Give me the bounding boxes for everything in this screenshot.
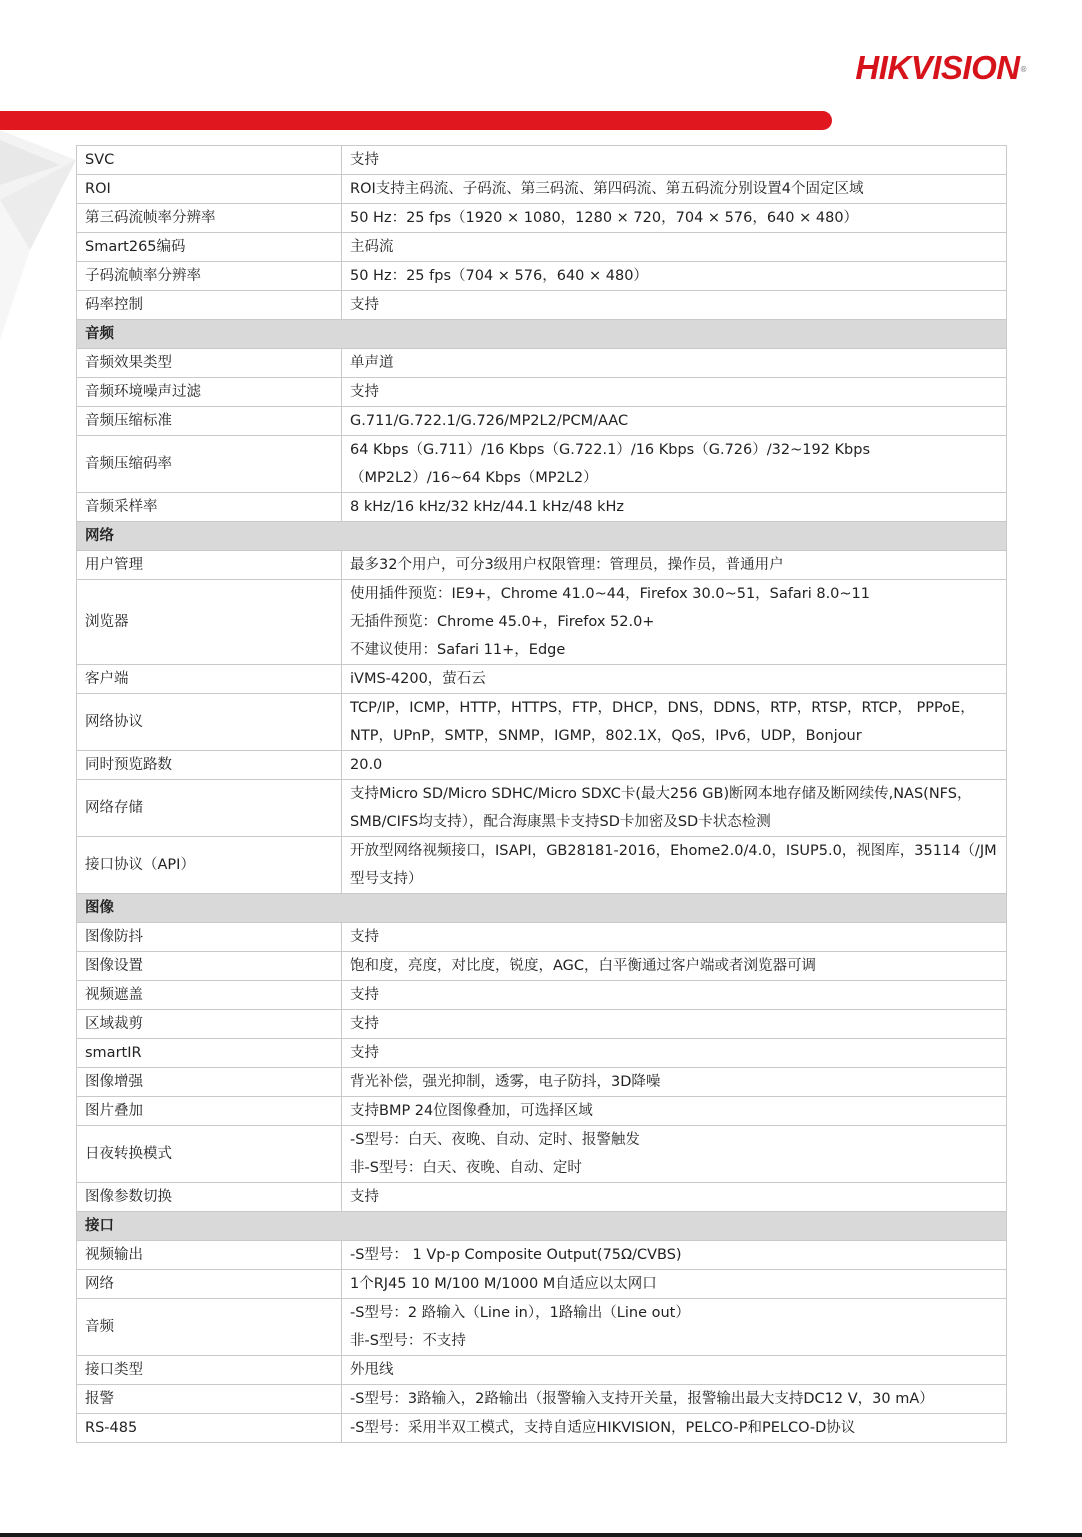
spec-value-line: -S型号：采用半双工模式，支持自适应HIKVISION，PELCO-P和PELCO-D协议 <box>350 1420 856 1436</box>
spec-row <box>77 1270 1007 1299</box>
spec-value <box>342 1010 1007 1039</box>
section-header <box>77 522 1007 551</box>
spec-row <box>77 1097 1007 1126</box>
spec-key: 码率控制 <box>77 291 342 320</box>
spec-value <box>342 262 1007 291</box>
spec-value <box>342 1299 1007 1356</box>
spec-value-line: 支持 <box>350 152 379 168</box>
spec-value <box>342 291 1007 320</box>
spec-value-line: 主码流 <box>350 239 394 255</box>
spec-value-line: 背光补偿，强光抑制，透雾，电子防抖，3D降噪 <box>350 1074 661 1090</box>
spec-value-line: 64 Kbps（G.711）/16 Kbps（G.722.1）/16 Kbps（G.726）/32~192 Kbps（MP2L2）/16~64 Kbps（MP2L2） <box>350 442 871 486</box>
spec-key: 图像增强 <box>77 1068 342 1097</box>
spec-key: 音频采样率 <box>77 493 342 522</box>
spec-row <box>77 349 1007 378</box>
section-header <box>77 1212 1007 1241</box>
spec-key: 接口类型 <box>77 1356 342 1385</box>
spec-value <box>342 1385 1007 1414</box>
spec-value <box>342 146 1007 175</box>
spec-row <box>77 1183 1007 1212</box>
spec-key: 报警 <box>77 1385 342 1414</box>
spec-value <box>342 175 1007 204</box>
spec-value-line: -S型号： 1 Vp-p Composite Output(75Ω/CVBS) <box>350 1247 682 1263</box>
spec-row <box>77 837 1007 894</box>
spec-value <box>342 665 1007 694</box>
spec-value-line: 非-S型号：不支持 <box>350 1333 466 1349</box>
spec-row <box>77 175 1007 204</box>
spec-row <box>77 493 1007 522</box>
spec-value-line: 20.0 <box>350 757 383 773</box>
spec-value-line: 支持 <box>350 929 379 945</box>
spec-row <box>77 436 1007 493</box>
spec-key: 第三码流帧率分辨率 <box>77 204 342 233</box>
spec-value-line: 支持 <box>350 1045 379 1061</box>
spec-value <box>342 1356 1007 1385</box>
spec-value-line: 外甩线 <box>350 1362 394 1378</box>
spec-key: 视频遮盖 <box>77 981 342 1010</box>
spec-key: Smart265编码 <box>77 233 342 262</box>
spec-key: 同时预览路数 <box>77 751 342 780</box>
spec-value <box>342 1039 1007 1068</box>
spec-key: 视频输出 <box>77 1241 342 1270</box>
spec-row <box>77 233 1007 262</box>
spec-value-line: iVMS-4200，萤石云 <box>350 671 486 687</box>
spec-key: 图像防抖 <box>77 923 342 952</box>
spec-row <box>77 665 1007 694</box>
hikvision-logo: HIKVISION® <box>855 49 1026 86</box>
spec-value <box>342 694 1007 751</box>
spec-row <box>77 1356 1007 1385</box>
spec-value <box>342 580 1007 665</box>
spec-value-line: 1个RJ45 10 M/100 M/1000 M自适应以太网口 <box>350 1276 657 1292</box>
spec-value-line: 无插件预览：Chrome 45.0+，Firefox 52.0+ <box>350 614 655 630</box>
spec-value-line: -S型号：白天、夜晚、自动、定时、报警触发 <box>350 1132 640 1148</box>
spec-value <box>342 1270 1007 1299</box>
spec-key: ROI <box>77 175 342 204</box>
spec-row <box>77 1385 1007 1414</box>
spec-value-line: 支持 <box>350 297 379 313</box>
spec-key: 日夜转换模式 <box>77 1126 342 1183</box>
spec-key: 接口协议（API） <box>77 837 342 894</box>
section-title: 接口 <box>77 1212 1007 1241</box>
spec-row <box>77 146 1007 175</box>
spec-value <box>342 436 1007 493</box>
spec-table <box>76 145 1007 1443</box>
spec-key: 音频效果类型 <box>77 349 342 378</box>
spec-row <box>77 694 1007 751</box>
spec-value <box>342 1068 1007 1097</box>
spec-row <box>77 1126 1007 1183</box>
spec-value-line: G.711/G.722.1/G.726/MP2L2/PCM/AAC <box>350 413 629 429</box>
spec-row <box>77 1414 1007 1443</box>
section-header <box>77 894 1007 923</box>
spec-value <box>342 1414 1007 1443</box>
spec-value-line: -S型号：3路输入，2路输出（报警输入支持开关量，报警输出最大支持DC12 V，30 mA） <box>350 1391 934 1407</box>
spec-value-line: 8 kHz/16 kHz/32 kHz/44.1 kHz/48 kHz <box>350 499 625 515</box>
spec-value-line: 使用插件预览：IE9+，Chrome 41.0~44，Firefox 30.0~51，Safari 8.0~11 <box>350 586 871 602</box>
spec-value-line: 最多32个用户，可分3级用户权限管理：管理员，操作员，普通用户 <box>350 557 784 573</box>
section-header <box>77 320 1007 349</box>
spec-value <box>342 1183 1007 1212</box>
spec-value <box>342 349 1007 378</box>
spec-value-line: 单声道 <box>350 355 394 371</box>
spec-key: 图片叠加 <box>77 1097 342 1126</box>
spec-value-line: 支持 <box>350 1189 379 1205</box>
spec-key: 网络协议 <box>77 694 342 751</box>
spec-key: 区域裁剪 <box>77 1010 342 1039</box>
spec-value <box>342 378 1007 407</box>
spec-value-line: 支持 <box>350 384 379 400</box>
spec-key: 客户端 <box>77 665 342 694</box>
spec-row <box>77 1068 1007 1097</box>
spec-value-line: 开放型网络视频接口，ISAPI，GB28181-2016，Ehome2.0/4.0，ISUP5.0，视图库，35114（/JM型号支持） <box>350 843 997 887</box>
spec-key: 图像设置 <box>77 952 342 981</box>
spec-row <box>77 981 1007 1010</box>
spec-value <box>342 1126 1007 1183</box>
spec-key: 图像参数切换 <box>77 1183 342 1212</box>
spec-value-line: -S型号：2 路输入（Line in），1路输出（Line out） <box>350 1305 690 1321</box>
spec-row <box>77 751 1007 780</box>
section-title: 图像 <box>77 894 1007 923</box>
spec-key: RS-485 <box>77 1414 342 1443</box>
spec-row <box>77 262 1007 291</box>
spec-key: 音频 <box>77 1299 342 1356</box>
section-title: 网络 <box>77 522 1007 551</box>
spec-value-line: 饱和度，亮度，对比度，锐度，AGC，白平衡通过客户端或者浏览器可调 <box>350 958 817 974</box>
spec-value-line: 50 Hz：25 fps（704 × 576，640 × 480） <box>350 268 648 284</box>
spec-value-line: 支持 <box>350 987 379 1003</box>
spec-row <box>77 923 1007 952</box>
spec-row <box>77 407 1007 436</box>
spec-value <box>342 952 1007 981</box>
spec-row <box>77 378 1007 407</box>
spec-value <box>342 981 1007 1010</box>
spec-value-line: 支持BMP 24位图像叠加，可选择区域 <box>350 1103 593 1119</box>
spec-value <box>342 1097 1007 1126</box>
spec-value <box>342 407 1007 436</box>
spec-row <box>77 1010 1007 1039</box>
spec-value-line: 支持 <box>350 1016 379 1032</box>
decorative-star-shape <box>0 130 80 360</box>
header-red-bar <box>0 111 832 130</box>
spec-key: 浏览器 <box>77 580 342 665</box>
spec-key: 子码流帧率分辨率 <box>77 262 342 291</box>
spec-value <box>342 1241 1007 1270</box>
spec-value <box>342 204 1007 233</box>
spec-value-line: ROI支持主码流、子码流、第三码流、第四码流、第五码流分别设置4个固定区域 <box>350 181 864 197</box>
spec-value-line: 非-S型号：白天、夜晚、自动、定时 <box>350 1160 582 1176</box>
spec-row <box>77 952 1007 981</box>
spec-value-line: 支持Micro SD/Micro SDHC/Micro SDXC卡(最大256 GB)断网本地存储及断网续传,NAS(NFS，SMB/CIFS均支持），配合海康黑卡支持SD卡加密及SD卡状态检测 <box>350 786 972 830</box>
spec-row <box>77 204 1007 233</box>
spec-key: 网络 <box>77 1270 342 1299</box>
spec-value <box>342 780 1007 837</box>
spec-row <box>77 580 1007 665</box>
spec-value <box>342 493 1007 522</box>
spec-value <box>342 751 1007 780</box>
spec-value <box>342 837 1007 894</box>
spec-key: 音频环境噪声过滤 <box>77 378 342 407</box>
section-title: 音频 <box>77 320 1007 349</box>
spec-row <box>77 1299 1007 1356</box>
spec-value <box>342 233 1007 262</box>
spec-value <box>342 551 1007 580</box>
spec-key: 音频压缩标准 <box>77 407 342 436</box>
spec-key: 用户管理 <box>77 551 342 580</box>
spec-row <box>77 1039 1007 1068</box>
spec-value-line: 不建议使用：Safari 11+，Edge <box>350 642 566 658</box>
spec-value-line: 50 Hz：25 fps（1920 × 1080，1280 × 720，704 × 576，640 × 480） <box>350 210 859 226</box>
footer-line <box>0 1533 1082 1537</box>
spec-row <box>77 780 1007 837</box>
spec-key: 音频压缩码率 <box>77 436 342 493</box>
spec-key: 网络存储 <box>77 780 342 837</box>
spec-value <box>342 923 1007 952</box>
spec-value-line: TCP/IP，ICMP，HTTP，HTTPS，FTP，DHCP，DNS，DDNS，RTP，RTSP，RTCP， PPPoE，NTP，UPnP，SMTP，SNMP，IGMP，802.1X，QoS，IPv6，UDP，Bonjour <box>350 700 975 744</box>
spec-row <box>77 1241 1007 1270</box>
spec-key: smartIR <box>77 1039 342 1068</box>
spec-row <box>77 291 1007 320</box>
spec-row <box>77 551 1007 580</box>
spec-key: SVC <box>77 146 342 175</box>
